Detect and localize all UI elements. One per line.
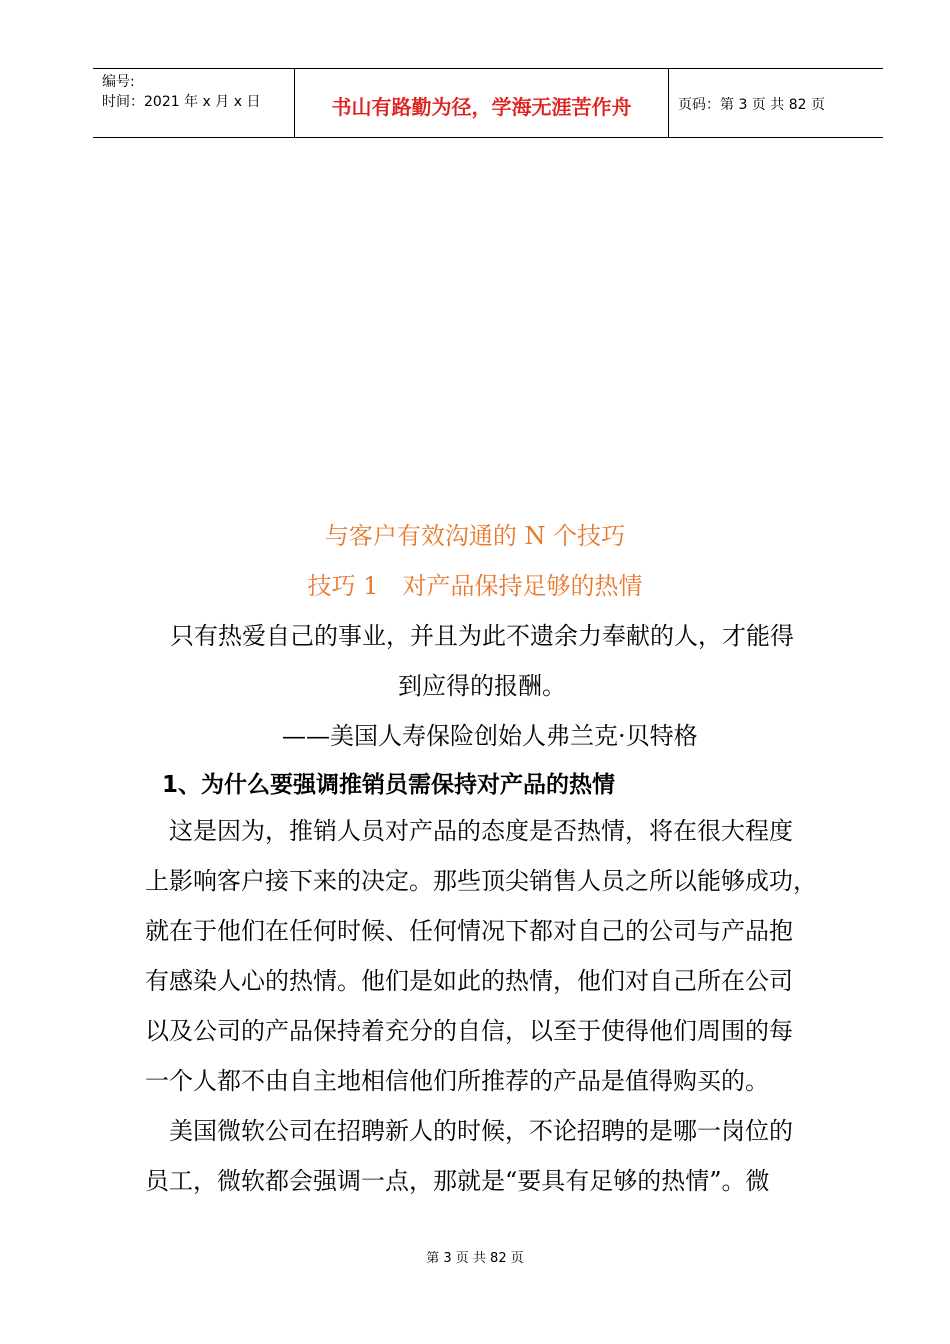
time-label: 时间：2021 年 x 月 x 日 bbox=[102, 94, 261, 110]
motto: 书山有路勤为径，学海无涯苦作舟 bbox=[331, 95, 632, 119]
header-meta-cell bbox=[93, 69, 295, 137]
header-page-cell bbox=[669, 69, 883, 137]
section-heading: 1、为什么要强调推销员需保持对产品的热情 bbox=[162, 772, 616, 798]
paragraph-1 bbox=[145, 806, 845, 1106]
paragraph-line: 有感染人心的热情。他们是如此的热情，他们对自己所在公司 bbox=[145, 967, 793, 995]
page-footer: 第 3 页 共 82 页 bbox=[426, 1251, 524, 1266]
number-label: 编号: bbox=[102, 74, 135, 90]
paragraph-2 bbox=[145, 1106, 845, 1206]
page-info: 页码：第 3 页 共 82 页 bbox=[678, 97, 825, 113]
quote-line-2: 到应得的报酬。 bbox=[398, 672, 566, 700]
paragraph-line: 美国微软公司在招聘新人的时候，不论招聘的是哪一岗位的 bbox=[145, 1117, 793, 1145]
quote-attribution: ——美国人寿保险创始人弗兰克·贝特格 bbox=[282, 722, 698, 750]
header-table bbox=[93, 68, 883, 138]
document-subtitle: 技巧 1 对产品保持足够的热情 bbox=[307, 572, 643, 600]
paragraph-line: 上影响客户接下来的决定。那些顶尖销售人员之所以能够成功， bbox=[145, 867, 817, 895]
paragraph-line: 员工，微软都会强调一点，那就是“要具有足够的热情”。微 bbox=[145, 1167, 770, 1195]
document-title: 与客户有效沟通的 N 个技巧 bbox=[324, 522, 626, 550]
header-motto-cell bbox=[295, 69, 669, 137]
paragraph-line: 一个人都不由自主地相信他们所推荐的产品是值得购买的。 bbox=[145, 1067, 769, 1095]
paragraph-line: 这是因为，推销人员对产品的态度是否热情，将在很大程度 bbox=[145, 817, 793, 845]
paragraph-line: 以及公司的产品保持着充分的自信，以至于使得他们周围的每 bbox=[145, 1017, 793, 1045]
quote-line-1: 只有热爱自己的事业，并且为此不遗余力奉献的人，才能得 bbox=[170, 622, 794, 650]
paragraph-line: 就在于他们在任何时候、任何情况下都对自己的公司与产品抱 bbox=[145, 917, 793, 945]
